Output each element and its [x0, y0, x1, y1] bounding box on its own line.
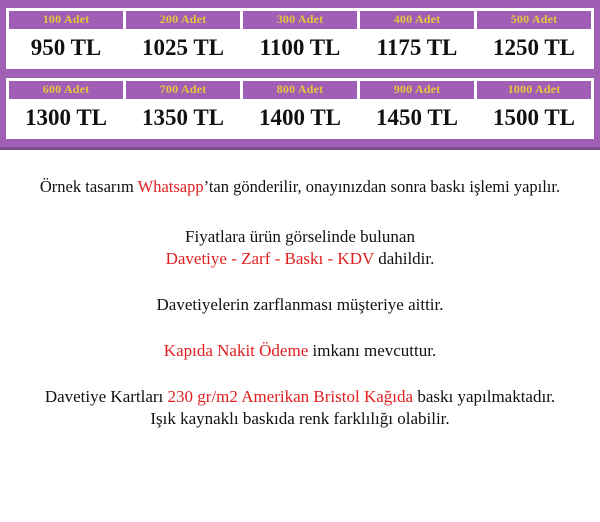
price-value: 1250 TL: [477, 29, 591, 66]
info-text-part: Davetiye Kartları: [44, 387, 168, 406]
price-value: 1100 TL: [243, 29, 357, 66]
info-highlight-included: Davetiye - Zarf - Baskı - KDV: [165, 249, 374, 268]
price-table-row: [6, 8, 594, 69]
info-paragraph-payment: [10, 340, 590, 362]
info-paragraph-envelope: Davetiyelerin zarflanması müşteriye aittir.: [156, 295, 444, 314]
quantity-label: 400 Adet: [393, 12, 441, 26]
price-value: 1300 TL: [9, 99, 123, 136]
info-highlight-paper: 230 gr/m2 Amerikan Bristol Kağıda: [167, 387, 414, 406]
info-text-part: ’tan gönderilir, onayınızdan sonra baskı işlemi yapılır.: [203, 177, 561, 196]
quantity-label: 300 Adet: [276, 12, 324, 26]
info-paragraph-paper: [10, 386, 590, 408]
info-paragraph-paper-group: [10, 386, 590, 430]
info-paragraph-included-line1: Fiyatlara ürün görselinde bulunan: [185, 227, 415, 246]
info-text-block: [0, 150, 600, 440]
price-value: 1450 TL: [360, 99, 474, 136]
price-cell: [243, 81, 360, 136]
quantity-label: 200 Adet: [159, 12, 207, 26]
quantity-label: 1000 Adet: [507, 82, 561, 96]
price-value: 1025 TL: [126, 29, 240, 66]
price-value: 1350 TL: [126, 99, 240, 136]
price-value: 1400 TL: [243, 99, 357, 136]
price-value: 950 TL: [9, 29, 123, 66]
info-highlight-payment: Kapıda Nakit Ödeme: [163, 341, 309, 360]
quantity-label: 100 Adet: [42, 12, 90, 26]
info-text-part: baskı yapılmaktadır.: [413, 387, 556, 406]
info-paragraph-included-line2: [10, 248, 590, 270]
price-value: 1500 TL: [477, 99, 591, 136]
price-cell: [9, 81, 126, 136]
price-cell: [360, 11, 477, 66]
quantity-label: 700 Adet: [159, 82, 207, 96]
price-cell: [9, 11, 126, 66]
quantity-label: 500 Adet: [510, 12, 558, 26]
info-highlight-whatsapp: Whatsapp: [137, 177, 204, 196]
price-table: [0, 0, 600, 150]
price-cell: [126, 81, 243, 136]
quantity-label: 900 Adet: [393, 82, 441, 96]
price-cell: [360, 81, 477, 136]
quantity-label: 800 Adet: [276, 82, 324, 96]
price-table-row: [6, 78, 594, 139]
price-cell: [126, 11, 243, 66]
price-cell: [477, 11, 591, 66]
price-value: 1175 TL: [360, 29, 474, 66]
price-cell: [477, 81, 591, 136]
price-cell: [243, 11, 360, 66]
info-text-part: dahildir.: [373, 249, 435, 268]
info-paragraph-whatsapp: [10, 176, 590, 198]
info-text-part: Örnek tasarım: [39, 177, 138, 196]
info-paragraph-color-warning: Işık kaynaklı baskıda renk farklılığı olabilir.: [150, 409, 450, 428]
info-text-part: imkanı mevcuttur.: [308, 341, 437, 360]
quantity-label: 600 Adet: [42, 82, 90, 96]
